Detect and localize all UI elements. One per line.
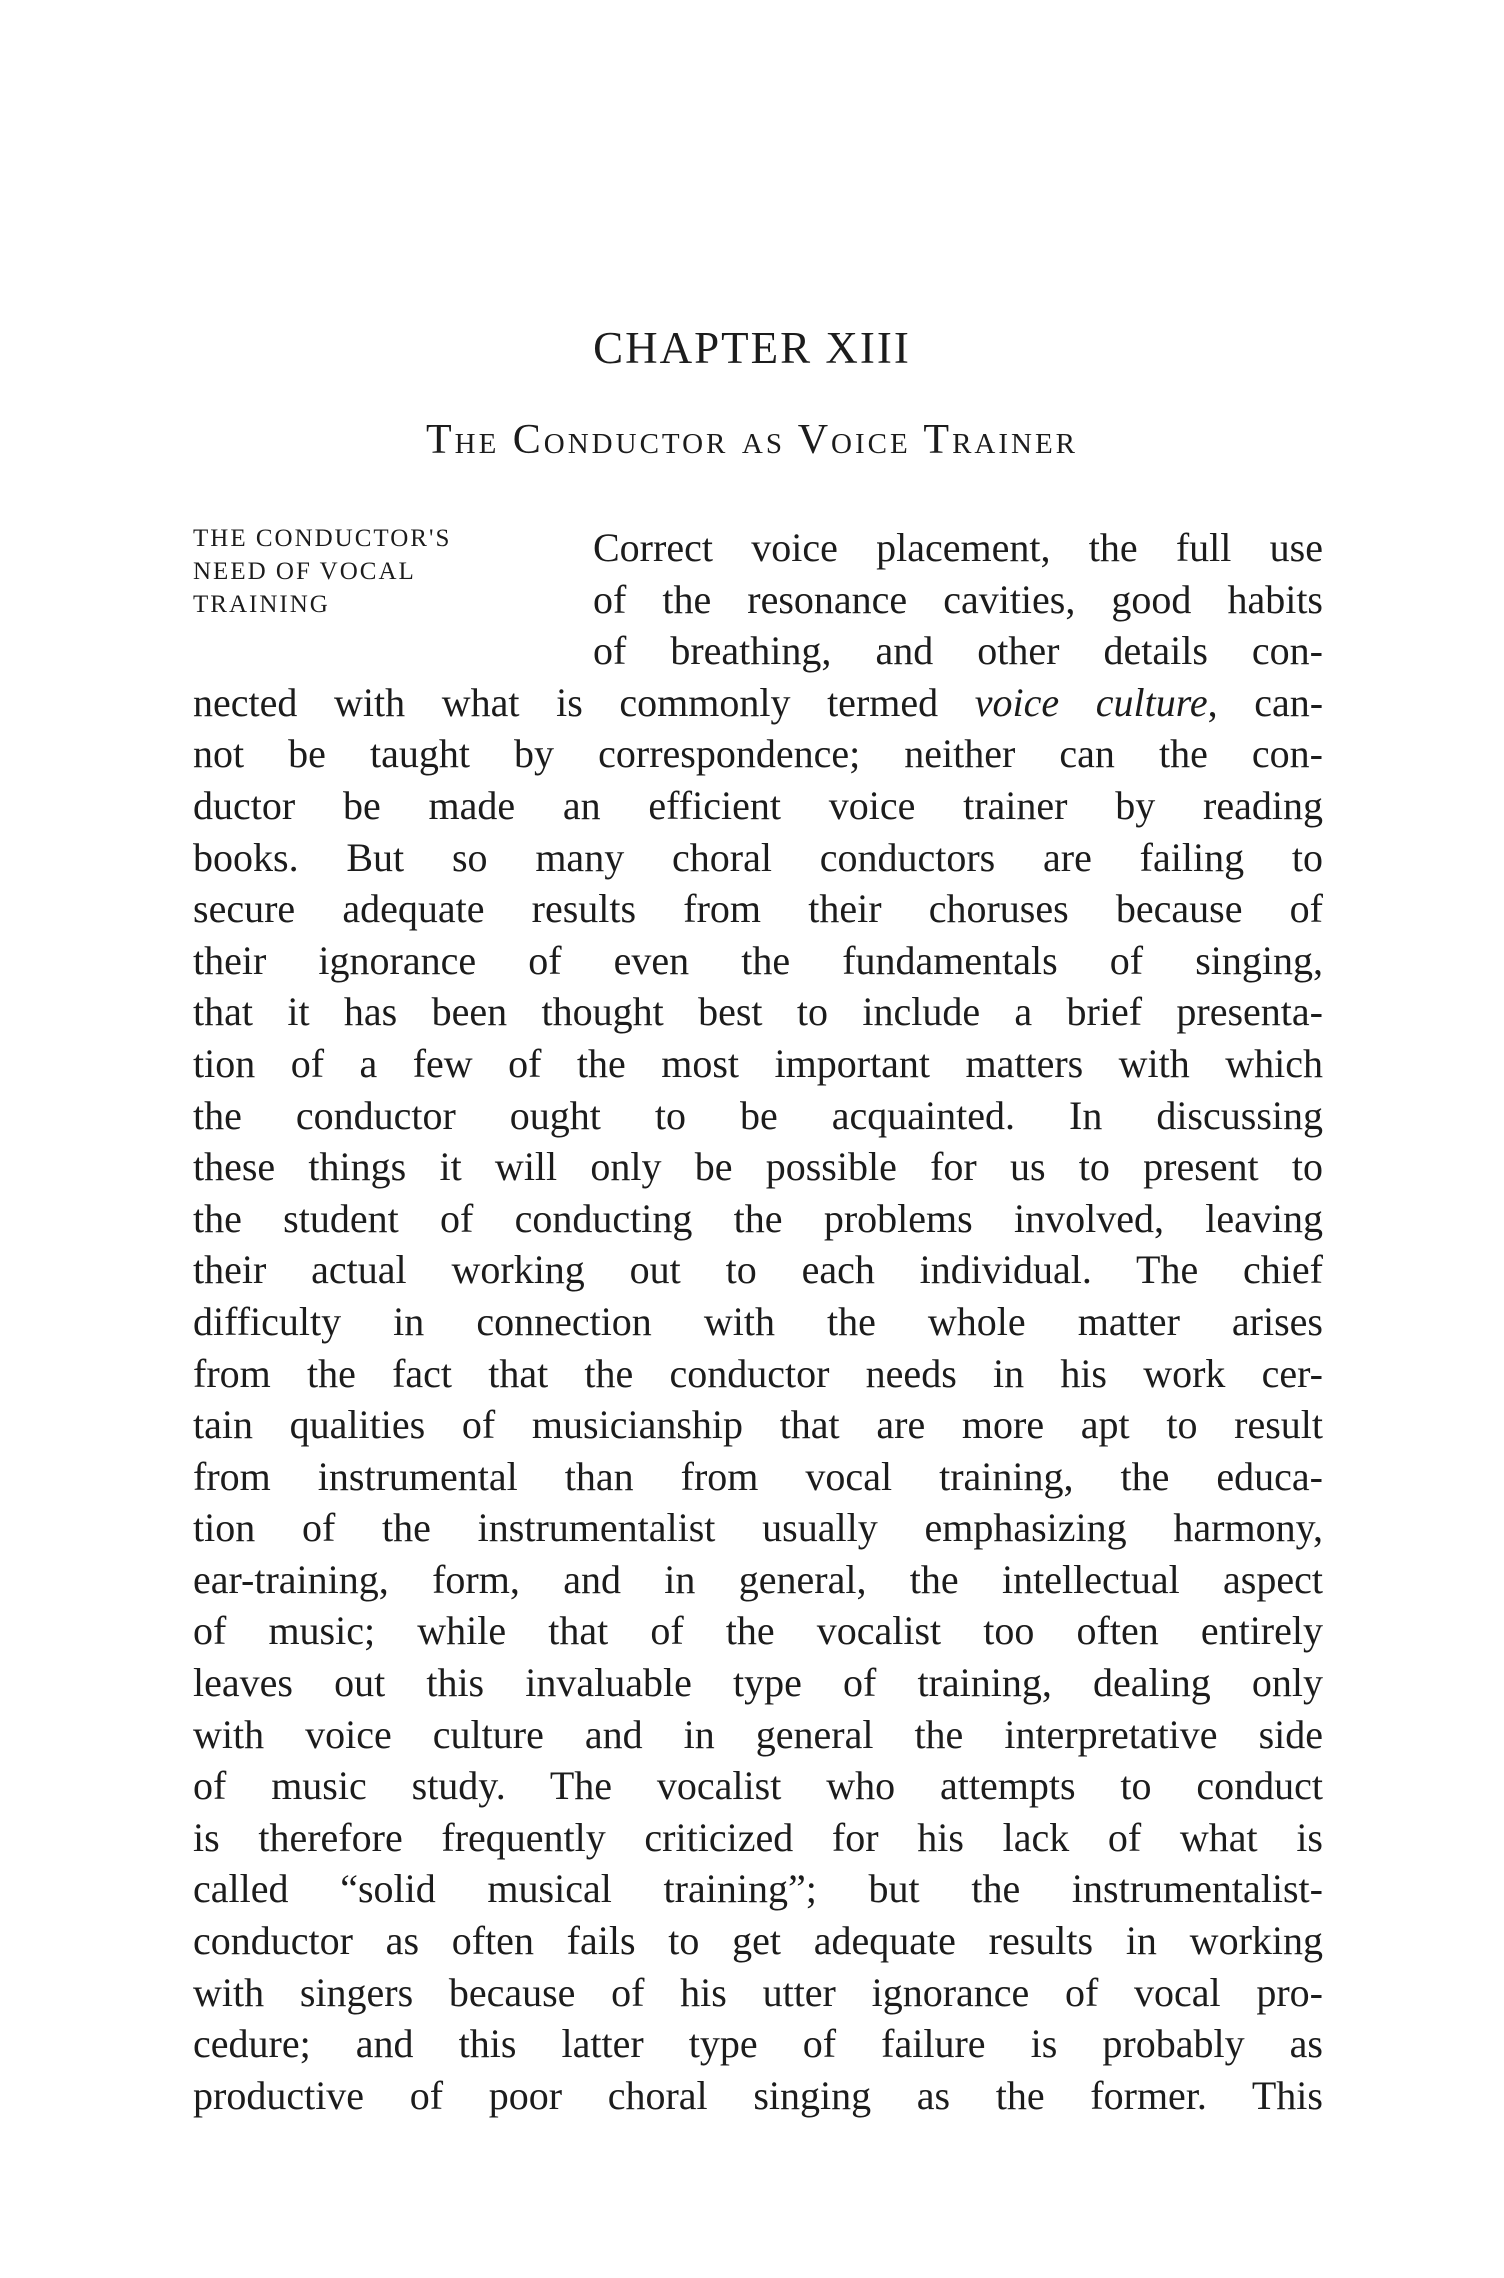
sidenote-line: TRAINING bbox=[193, 591, 330, 618]
text-line: Correct voice placement, the full use bbox=[593, 525, 1323, 570]
text-line: their ignorance of even the fundamentals of singing, bbox=[193, 937, 1323, 983]
text-line: of breathing, and other details con- bbox=[593, 628, 1323, 674]
chapter-heading: CHAPTER XIII bbox=[593, 323, 911, 373]
text-line: ductor be made an efficient voice trainer by reading bbox=[193, 782, 1323, 828]
body-paragraph bbox=[193, 522, 1323, 2121]
text-line: that it has been thought best to include a brief presenta- bbox=[193, 989, 1323, 1035]
text-line: tain qualities of musicianship that are more apt to result bbox=[193, 1402, 1323, 1448]
sidenote-line: NEED OF VOCAL bbox=[193, 558, 416, 585]
text-line: is therefore frequently criticized for his lack of what is bbox=[193, 1814, 1323, 1860]
text-line: not be taught by correspondence; neither can the con- bbox=[193, 731, 1323, 777]
emphasized-term: voice culture bbox=[974, 679, 1208, 725]
text-line bbox=[193, 677, 1323, 729]
text-fragment: , can- bbox=[1207, 679, 1324, 725]
text-line: tion of a few of the most important matters with which bbox=[193, 1040, 1323, 1086]
text-line: ear-training, form, and in general, the intellectual aspect bbox=[193, 1556, 1323, 1602]
text-line: secure adequate results from their choruses because of bbox=[193, 886, 1323, 932]
text-line: with voice culture and in general the interpretative side bbox=[193, 1711, 1323, 1757]
text-line: of music study. The vocalist who attempts to conduct bbox=[193, 1763, 1323, 1809]
text-line: conductor as often fails to get adequate results in working bbox=[193, 1918, 1323, 1964]
text-line: leaves out this invaluable type of training, dealing only bbox=[193, 1660, 1323, 1706]
text-line: productive of poor choral singing as the former. This bbox=[193, 2072, 1323, 2118]
text-line: from the fact that the conductor needs in his work cer- bbox=[193, 1350, 1323, 1396]
text-line: difficulty in connection with the whole matter arises bbox=[193, 1298, 1323, 1344]
text-line: the student of conducting the problems involved, leaving bbox=[193, 1195, 1323, 1241]
text-line: their actual working out to each individual. The chief bbox=[193, 1247, 1323, 1293]
text-fragment: nected with what is commonly termed bbox=[193, 679, 939, 725]
text-line: tion of the instrumentalist usually emphasizing harmony, bbox=[193, 1505, 1323, 1551]
sidenote-line: THE CONDUCTOR'S bbox=[193, 525, 452, 552]
text-line: of music; while that of the vocalist too often entirely bbox=[193, 1608, 1323, 1654]
text-line: with singers because of his utter ignorance of vocal pro- bbox=[193, 1969, 1323, 2015]
text-line: books. But so many choral conductors are failing to bbox=[193, 834, 1323, 880]
text-line: the conductor ought to be acquainted. In discussing bbox=[193, 1092, 1323, 1138]
text-line: from instrumental than from vocal training, the educa- bbox=[193, 1453, 1323, 1499]
text-line: these things it will only be possible for us to present to bbox=[193, 1144, 1323, 1190]
text-line: cedure; and this latter type of failure is probably as bbox=[193, 2021, 1323, 2067]
chapter-title: The Conductor as Voice Trainer bbox=[425, 417, 1079, 463]
text-line: called “solid musical training”; but the instrumentalist- bbox=[193, 1866, 1323, 1912]
text-line: of the resonance cavities, good habits bbox=[593, 576, 1323, 622]
